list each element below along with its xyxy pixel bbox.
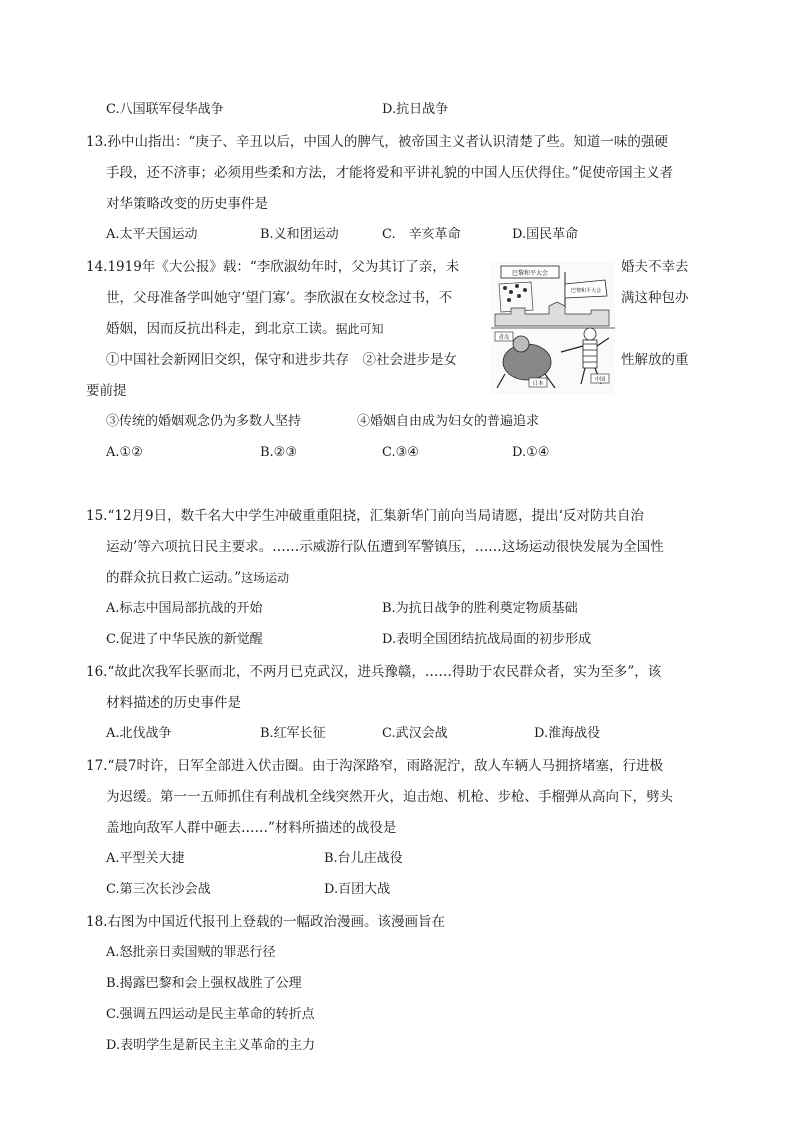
q17-stem-line1: 17.“晨7时许，日军全部进入伏击圈。由于沟深路窄，雨路泥泞，敌人车辆人马拥挤堵塞，行进极 [86, 758, 663, 774]
q17-stem-line3: 盖地向敌军人群中砸去……”材料所描述的战役是 [106, 820, 397, 836]
q13-option-b: B.义和团运动 [260, 227, 339, 242]
q16-option-a: A.北伐战争 [106, 726, 172, 741]
q16-stem-line2: 材料描述的历史事件是 [106, 695, 241, 711]
q12-option-d: D.抗日战争 [382, 102, 449, 117]
q17-option-a: A.平型关大捷 [106, 851, 185, 866]
q12-option-c: C.八国联军侵华战争 [106, 102, 224, 117]
q14-statements-12-left: ①中国社会新网旧交织，保守和进步共存 ②社会进步是女 [106, 352, 457, 368]
q14-statements-12-right: 性解放的重 [621, 352, 689, 368]
q13-option-c: C. 辛亥革命 [382, 227, 461, 242]
q17-option-d: D.百团大战 [324, 882, 391, 897]
cartoon-sign-flag: 巴黎和平大会 [570, 288, 602, 294]
q13-stem-line3: 对华策略改变的历史事件是 [106, 196, 268, 212]
q18-option-c: C.强调五四运动是民主革命的转折点 [106, 1007, 315, 1022]
q14-statement-4: ④婚姻自由成为妇女的普遍追求 [357, 414, 540, 429]
q16-option-b: B.红军长征 [260, 726, 326, 741]
q15-stem-line3 [106, 570, 289, 586]
q14-stem-line3 [106, 321, 384, 337]
q17-stem-line2: 为迟缓。第一一五师抓住有利战机全线突然开火，迫击炮、机枪、步枪、手榴弹从高向下，劈头 [106, 789, 673, 805]
q17-option-b: B.台儿庄战役 [324, 851, 403, 866]
q13-stem-line1: 13.孙中山指出：“庚子、辛丑以后，中国人的脾气，被帝国主义者认识清楚了些。知道一味的强硬 [86, 134, 668, 150]
q14-stem-line2-left: 世，父母准备学叫她守‘望门寡’。李欣淑在女校念过书，不 [106, 290, 453, 306]
q16-option-d: D.淮海战役 [534, 726, 601, 741]
q15-option-a: A.标志中国局部抗战的开始 [106, 601, 263, 616]
q14-stem-line3-text: 婚姻，因而反抗出科走，到北京工读。 [106, 321, 336, 337]
q16-option-c: C.武汉会战 [382, 726, 448, 741]
q13-stem-line2: 手段，还不济事；必须用些柔和方法，才能将爱和平讲礼貌的中国人压伏得住。”促使帝国主义者 [106, 165, 674, 181]
q14-stem-line1-left: 14.1919年《大公报》载：“李欣淑幼年时，父为其订了亲，未 [86, 259, 460, 275]
q18-option-b: B.揭露巴黎和会上强权战胜了公理 [106, 976, 302, 991]
q18-stem-line1: 18.右图为中国近代报刊上登载的一幅政治漫画。该漫画旨在 [86, 914, 445, 930]
q15-stem-line2: 运动’等六项抗日民主要求。……示威游行队伍遭到军警镇压，……这场运动很快发展为全国性 [106, 539, 664, 555]
q14-stem-line1-right: 婚夫不幸去 [621, 259, 689, 275]
q15-stem-line3-note: 这场运动 [241, 571, 290, 585]
q13-option-a: A.太平天国运动 [106, 227, 198, 242]
q13-option-d: D.国民革命 [512, 227, 579, 242]
q14-stem-line2-right: 满这种包办 [621, 290, 689, 306]
q14-option-a: A.①② [106, 445, 143, 460]
cartoon-label-zhongguo: 中国 [594, 377, 606, 383]
q16-stem-line1: 16.“故此次我军长驱而北，不两月已克武汉，进兵豫赣，……得助于农民群众者，实为至多”，该 [86, 664, 662, 680]
q14-option-d: D.①④ [512, 445, 550, 460]
q15-stem-line1: 15.“12月9日，数千名大中学生冲破重重阻挠，汇集新华门前向当局请愿，提出‘反对防共自治 [86, 508, 644, 524]
political-cartoon-image [491, 262, 615, 394]
q18-option-a: A.怒批亲日卖国贼的罪恶行径 [106, 945, 276, 960]
cartoon-label-riben: 日本 [532, 381, 544, 387]
cartoon-label-qingdao: 青岛 [498, 335, 510, 341]
q14-statements-12-wrap: 要前提 [86, 383, 127, 399]
q15-option-c: C.促进了中华民族的新觉醒 [106, 632, 263, 647]
q18-option-d: D.表明学生是新民主主义革命的主力 [106, 1038, 316, 1053]
q14-stem-line3-note: 据此可知 [335, 322, 384, 336]
cartoon-sign-top: 巴黎和平大会 [511, 270, 549, 277]
q14-option-c: C.③④ [382, 445, 419, 460]
q15-option-d: D.表明全国团结抗战局面的初步形成 [382, 632, 592, 647]
q14-option-b: B.②③ [260, 445, 297, 460]
q17-option-c: C.第三次长沙会战 [106, 882, 211, 897]
q15-stem-line3-text: 的群众抗日救亡运动。” [106, 570, 242, 586]
q15-option-b: B.为抗日战争的胜利奠定物质基础 [382, 601, 578, 616]
q14-statement-3: ③传统的婚姻观念仍为多数人坚持 [106, 414, 302, 429]
